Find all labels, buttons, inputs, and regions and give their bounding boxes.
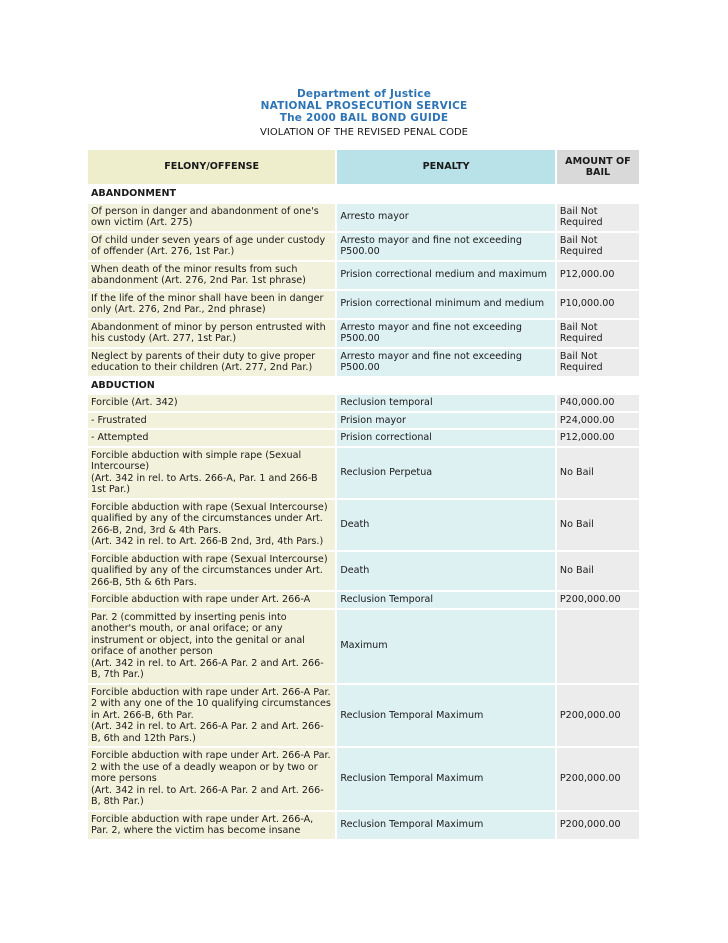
- table-row: [88, 448, 639, 498]
- bail-cell: No Bail: [557, 552, 639, 591]
- offense-cell: Abandonment of minor by person entrusted with his custody (Art. 277, 1st Par.): [88, 320, 335, 347]
- offense-cell: Of child under seven years of age under custody of offender (Art. 276, 1st Par.): [88, 233, 335, 260]
- table-row: [88, 685, 639, 747]
- table-body: [88, 186, 639, 839]
- table-row: [88, 812, 639, 839]
- penalty-cell: Reclusion Temporal: [337, 592, 555, 608]
- table-row: [88, 592, 639, 608]
- table-header-row: [88, 150, 639, 184]
- penalty-cell: Arresto mayor and fine not exceeding P500.00: [337, 349, 555, 376]
- bail-cell: Bail Not Required: [557, 320, 639, 347]
- table-row: [88, 320, 639, 347]
- bail-cell: P10,000.00: [557, 291, 639, 318]
- table-row: [88, 430, 639, 446]
- guide-title: The 2000 BAIL BOND GUIDE: [279, 112, 449, 124]
- bail-cell: P200,000.00: [557, 748, 639, 810]
- offense-cell: When death of the minor results from such abandonment (Art. 276, 2nd Par. 1st phrase): [88, 262, 335, 289]
- bail-cell: Bail Not Required: [557, 349, 639, 376]
- penalty-cell: Death: [337, 552, 555, 591]
- offense-cell: Forcible abduction with rape (Sexual Intercourse) qualified by any of the circumstances under Art. 266-B, 2nd, 3rd & 4th Pars. (Art. 342 in rel. to Art. 266-B 2nd, 3rd, 4th Pars.): [88, 500, 335, 550]
- bail-cell: No Bail: [557, 500, 639, 550]
- table-row: [88, 500, 639, 550]
- bail-cell: No Bail: [557, 448, 639, 498]
- column-header-offense: FELONY/OFFENSE: [88, 150, 335, 184]
- bail-cell: P12,000.00: [557, 262, 639, 289]
- penalty-cell: Prision correctional medium and maximum: [337, 262, 555, 289]
- offense-cell: Neglect by parents of their duty to give proper education to their children (Art. 277, 2nd Par.): [88, 349, 335, 376]
- table-row: [88, 395, 639, 411]
- penalty-cell: Prision correctional: [337, 430, 555, 446]
- penalty-cell: Reclusion Temporal Maximum: [337, 685, 555, 747]
- bail-cell: P12,000.00: [557, 430, 639, 446]
- bail-cell: P24,000.00: [557, 413, 639, 429]
- penalty-cell: Arresto mayor: [337, 204, 555, 231]
- offense-cell: - Attempted: [88, 430, 335, 446]
- offense-cell: Forcible abduction with rape under Art. 266-A Par. 2 with any one of the 10 qualifying circumstances in Art. 266-B, 6th Par. (Art. 342 in rel. to Art. 266-A Par. 2 and Art. 266-B, 6th and 12th Pars.): [88, 685, 335, 747]
- section-heading: ABANDONMENT: [91, 188, 177, 199]
- offense-cell: Forcible abduction with simple rape (Sexual Intercourse) (Art. 342 in rel. to Arts. 266-A, Par. 1 and 266-B 1st Par.): [88, 448, 335, 498]
- offense-cell: Forcible abduction with rape under Art. 266-A, Par. 2, where the victim has become insane: [88, 812, 335, 839]
- bail-cell: P200,000.00: [557, 685, 639, 747]
- column-header-bail: AMOUNT OF BAIL: [557, 150, 639, 184]
- penalty-cell: Arresto mayor and fine not exceeding P500.00: [337, 320, 555, 347]
- bail-cell: [557, 610, 639, 683]
- service-title: NATIONAL PROSECUTION SERVICE: [260, 100, 468, 112]
- section-heading-row: [88, 378, 639, 394]
- bail-cell: P200,000.00: [557, 812, 639, 839]
- offense-cell: Forcible abduction with rape under Art. 266-A: [88, 592, 335, 608]
- offense-cell: Forcible (Art. 342): [88, 395, 335, 411]
- penalty-cell: Reclusion temporal: [337, 395, 555, 411]
- bail-table: [86, 148, 641, 841]
- penalty-cell: Reclusion Temporal Maximum: [337, 812, 555, 839]
- table-row: [88, 204, 639, 231]
- document-header: [0, 88, 728, 139]
- table-row: [88, 413, 639, 429]
- penalty-cell: Reclusion Perpetua: [337, 448, 555, 498]
- table-row: [88, 291, 639, 318]
- department-title: Department of Justice: [296, 88, 432, 100]
- section-heading-row: [88, 186, 639, 202]
- bail-cell: Bail Not Required: [557, 233, 639, 260]
- penalty-cell: Maximum: [337, 610, 555, 683]
- table-row: [88, 748, 639, 810]
- offense-cell: Par. 2 (committed by inserting penis into another's mouth, or anal oriface; or any instrument or object, into the genital or anal oriface of another person (Art. 342 in rel. to Art. 266-A Par. 2 and Art. 266-B, 7th Par.): [88, 610, 335, 683]
- penalty-cell: Prision mayor: [337, 413, 555, 429]
- bail-cell: P40,000.00: [557, 395, 639, 411]
- penalty-cell: Prision correctional minimum and medium: [337, 291, 555, 318]
- offense-cell: - Frustrated: [88, 413, 335, 429]
- penalty-cell: Death: [337, 500, 555, 550]
- table-row: [88, 233, 639, 260]
- offense-cell: Of person in danger and abandonment of one's own victim (Art. 275): [88, 204, 335, 231]
- bail-cell: Bail Not Required: [557, 204, 639, 231]
- table-row: [88, 262, 639, 289]
- offense-cell: Forcible abduction with rape under Art. 266-A Par. 2 with the use of a deadly weapon or by two or more persons (Art. 342 in rel. to Art. 266-A Par. 2 and Art. 266-B, 8th Par.): [88, 748, 335, 810]
- column-header-penalty: PENALTY: [337, 150, 555, 184]
- penalty-cell: Arresto mayor and fine not exceeding P500.00: [337, 233, 555, 260]
- penalty-cell: Reclusion Temporal Maximum: [337, 748, 555, 810]
- bail-cell: P200,000.00: [557, 592, 639, 608]
- table-row: [88, 610, 639, 683]
- offense-cell: Forcible abduction with rape (Sexual Intercourse) qualified by any of the circumstances under Art. 266-B, 5th & 6th Pars.: [88, 552, 335, 591]
- table-row: [88, 552, 639, 591]
- table-row: [88, 349, 639, 376]
- offense-cell: If the life of the minor shall have been in danger only (Art. 276, 2nd Par., 2nd phrase): [88, 291, 335, 318]
- table-subtitle: VIOLATION OF THE REVISED PENAL CODE: [260, 127, 468, 138]
- section-heading: ABDUCTION: [91, 379, 155, 391]
